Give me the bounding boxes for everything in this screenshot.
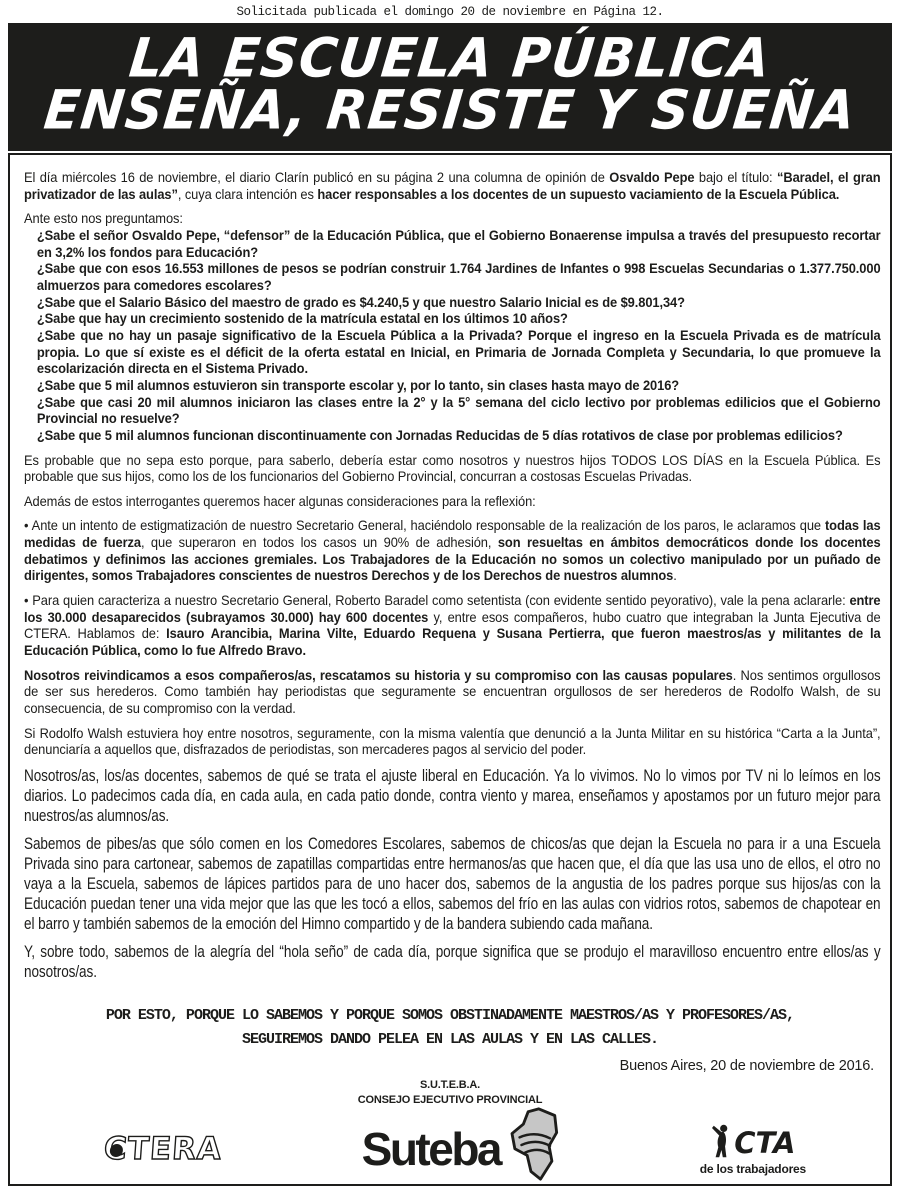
- question-1: ¿Sabe el señor Osvaldo Pepe, “defensor” de la Educación Pública, que el Gobierno Bonaerense impulsa a través del presupuesto recortar en 3,2% los fondos para Educación?: [36, 226, 881, 260]
- title-banner: [8, 23, 892, 151]
- bullet-strike-measures: • Ante un intento de estigmatización de nuestro Secretario General, haciéndolo responsable de la realización de los paros, le aclaramos que todas las medidas de fuerza, que superaron en todos los casos un 90% de adhesión, son resueltas en ámbitos democráticos donde los docentes debatimos y definimos las acciones gremiales. Los Trabajadores de la Educación no somos un colectivo manipulado por un puñado de dirigentes, somos Trabajadores conscientes de nuestros Derechos y de los Derechos de nuestros alumnos.: [24, 517, 881, 584]
- title-line-2: ENSEÑA, RESISTE Y SUEÑA: [41, 79, 859, 143]
- closing-statement-line-1: POR ESTO, PORQUE LO SABEMOS Y PORQUE SOMOS OBSTINADAMENTE MAESTROS/AS Y PROFESORES/AS,: [105, 1006, 795, 1024]
- dateline: Buenos Aires, 20 de noviembre de 2016.: [619, 1057, 874, 1074]
- considerations-lead: Además de estos interrogantes queremos hacer algunas consideraciones para la reflexión:: [24, 492, 536, 509]
- question-5: ¿Sabe que no hay un pasaje significativo de la Escuela Pública a la Privada? Porque el ingreso en la Escuela Privada es de matrícula propia. Lo que sí existe es el déficit de la oferta estatal en Inicial, en Primaria de Jornada Completa y Secundaria, lo que promueve la escolarización directa en el Sistema Privado.: [36, 326, 881, 377]
- org-block: [24, 1078, 876, 1108]
- bullet-baradel-setentista: • Para quien caracteriza a nuestro Secretario General, Roberto Baradel como setentista (con evidente sentido peyorativo), vale la pena aclararle: entre los 30.000 desaparecidos (subrayamos 30.000) hay 600 docentes y, entre esos compañeros, hubo cuatro que integraban la Junta Ejecutiva de CTERA. Hablamos de: Isauro Arancibia, Marina Vilte, Eduardo Requena y Susana Pertierra, que fueron maestros/as y militantes de la Educación Pública, como lo fue Alfredo Bravo.: [24, 592, 881, 659]
- org-name: S.U.T.E.B.A.: [420, 1078, 480, 1091]
- document-body: [24, 161, 881, 992]
- probable-paragraph: Es probable que no sepa esto porque, para saberlo, debería estar como nosotros y nuestros hijos TODOS LOS DÍAS en la Escuela Pública. Es probable que sus hijos, como los de los funcionarios del Gobierno Provincial, concurran a costosas Escuelas Privadas.: [24, 451, 881, 485]
- hola-seno-paragraph: Y, sobre todo, sabemos de la alegría del “hola seño” de cada día, porque significa que se produjo el maravilloso encuentro entre ellos/as y nosotros/as.: [24, 943, 881, 982]
- sabemos-paragraph: Sabemos de pibes/as que sólo comen en los Comedores Escolares, sabemos de chicos/as que dejan la Escuela no para ir a una Escuela Privada sino para cartonear, sabemos de zapatillas compartidas entre hermanos/as que hacen que, el día que las usa uno de ellos, el otro no vaya a la Escuela, sabemos de lápices partidos para de uno hacer dos, sabemos de la angustia de los padres porque sus hijos/as con la Educación puedan tener una vida mejor que las que les tocó a ellos, sabemos del frío en las aulas con vidrios rotos, sabemos de chapotear en el barro y también sabemos de la emoción del Himno compartido y de la bandera subiendo cada mañana.: [24, 835, 881, 933]
- closing-statement-line-2: SEGUIREMOS DANDO PELEA EN LAS AULAS Y EN LAS CALLES.: [241, 1030, 659, 1048]
- question-8: ¿Sabe que 5 mil alumnos funcionan discontinuamente con Jornadas Reducidas de 5 días rotativos de clase por problemas edilicios?: [36, 426, 843, 443]
- companeros-paragraph: Nosotros reivindicamos a esos compañeros/as, rescatamos su historia y su compromiso con las causas populares. Nos sentimos orgullosos de ser sus herederos. Como también hay periodistas que seguramente se encuentran orgullosos de ser herederos de Rodolfo Walsh, de su consecuencia, de su compromiso con la verdad.: [24, 666, 881, 717]
- ctera-logo-text: CTERA: [102, 1131, 224, 1168]
- title-line-1: LA ESCUELA PÚBLICA: [126, 27, 774, 91]
- closing-statement: [24, 1004, 876, 1052]
- suteba-logo: [362, 1112, 560, 1186]
- cta-logo-row: [710, 1123, 795, 1164]
- publication-note: Solicitada publicada el domingo 20 de noviembre en Página 12.: [236, 5, 664, 19]
- cta-logo-text: CTA: [734, 1126, 796, 1161]
- question-2: ¿Sabe que con esos 16.553 millones de pesos se podrían construir 1.764 Jardines de Infantes o 998 Escuelas Secundarias o 1.377.750.000 almuerzos para comedores escolares?: [36, 260, 881, 293]
- ctera-logo: [103, 1131, 223, 1167]
- intro-paragraph: El día miércoles 16 de noviembre, el diario Clarín publicó en su página 2 una columna de opinión de Osvaldo Pepe bajo el título: “Baradel, el gran privatizador de las aulas”, cuya clara intención es hacer responsables a los docentes de un supuesto vaciamiento de la Escuela Pública.: [24, 169, 881, 202]
- ajuste-liberal-paragraph: Nosotros/as, los/as docentes, sabemos de qué se trata el ajuste liberal en Educación. Ya lo vivimos. No lo vimos por TV ni lo leímos en los diarios. Lo padecimos cada día, en cada aula, en cada patio donde, contra viento y marea, enseñamos y apostamos por un futuro mejor para nuestros/as alumnos/as.: [24, 767, 881, 825]
- cta-logo: [700, 1123, 806, 1176]
- org-council: CONSEJO EJECUTIVO PROVINCIAL: [357, 1093, 543, 1106]
- question-4: ¿Sabe que hay un crecimiento sostenido de la matrícula estatal en los últimos 10 años?: [36, 310, 568, 327]
- logos-row: [24, 1108, 876, 1186]
- cta-figure-icon: [710, 1123, 732, 1164]
- suteba-logo-text: Suteba: [361, 1123, 501, 1176]
- question-6: ¿Sabe que 5 mil alumnos estuvieron sin transporte escolar y, por lo tanto, sin clases hasta mayo de 2016?: [36, 376, 680, 393]
- document-box: [8, 153, 892, 1186]
- questions-lead: Ante esto nos preguntamos:: [24, 210, 183, 227]
- question-3: ¿Sabe que el Salario Básico del maestro de grado es $4.240,5 y que nuestro Salario Inicial es de $9.801,34?: [36, 293, 685, 310]
- question-7: ¿Sabe que casi 20 mil alumnos iniciaron las clases entre la 2° y la 5° semana del ciclo lectivo por problemas edilicios que el Gobierno Provincial no resuelve?: [36, 393, 881, 427]
- cta-logo-subtitle: de los trabajadores: [699, 1161, 806, 1176]
- rodolfo-walsh-paragraph: Si Rodolfo Walsh estuviera hoy entre nosotros, seguramente, con la misma valentía que denunció a la Junta Militar en su histórica “Carta a la Junta”, denunciaría a aquellos que, disfrazados de periodistas, son mercaderes pagos al servicio del poder.: [24, 724, 881, 758]
- suteba-hand-pencil-icon: [502, 1106, 560, 1186]
